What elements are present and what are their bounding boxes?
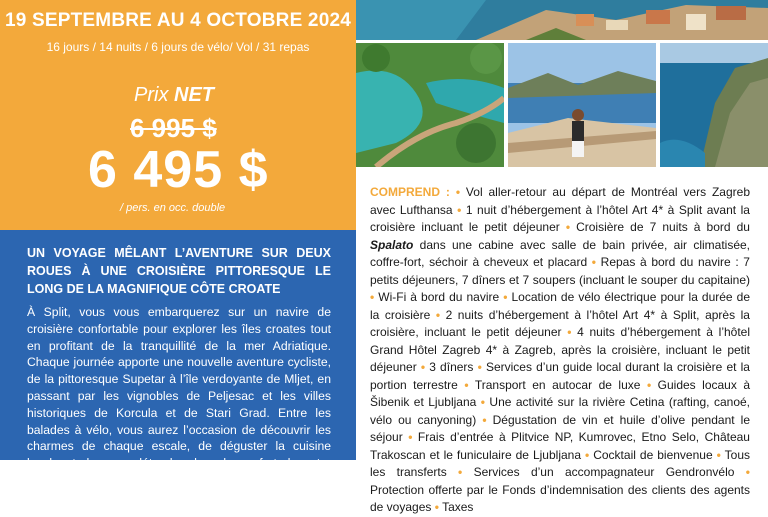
bullet: • [408, 430, 413, 444]
photo-coast-cliffs [660, 43, 768, 167]
included-item: Cocktail de bienvenue [593, 447, 713, 462]
bullet: • [585, 447, 590, 462]
included-item: 1 nuit d’hébergement à l’hôtel Art 4* à Split avant la croisière incluant le petit déjeuner [370, 202, 750, 234]
included-item: Croisière de 7 nuits à bord du [576, 220, 750, 234]
bullet: • [745, 465, 750, 479]
trip-duration: 16 jours / 14 nuits / 6 jours de vélo/ Vol / 31 repas [46, 40, 310, 54]
bullet: • [370, 290, 375, 304]
included-item: Transport en autocar de luxe [474, 377, 641, 392]
included-item: Repas à bord du navire : 7 petits déjeuners, 7 dîners et 7 soupers (incluant le souper du capitaine) [370, 255, 750, 287]
bullet: • [464, 377, 469, 392]
included-item: Services d’un accompagnateur Gendronvélo [473, 465, 735, 479]
price-label-net: NET [174, 84, 215, 106]
old-price: 6 995 $ [130, 113, 217, 143]
bullet: • [458, 465, 463, 479]
new-price: 6 495 $ [88, 141, 269, 199]
included-item: Dégustation de vin et huile d’olive pendant le séjour [370, 412, 751, 444]
photo-coastal-town [356, 0, 768, 40]
bullet: • [565, 220, 571, 234]
bullet: • [457, 202, 462, 217]
bullet: • [435, 307, 441, 322]
description-panel [0, 230, 356, 504]
price-label-prefix: Prix [134, 84, 169, 106]
price-label [134, 84, 214, 107]
included-item: Location de vélo électrique pour la durée de la croisière [370, 290, 751, 322]
bullet: • [434, 500, 439, 514]
photo-walls-cyclist [508, 43, 656, 167]
ship-name: Spalato [370, 237, 414, 252]
included-item: Taxes [442, 500, 474, 514]
included-list [370, 184, 750, 517]
included-item: Une activité sur la rivière Cetina (rafting, canoé, vélo ou canyoning) [370, 395, 750, 427]
included-item: Frais d’entrée à Plitvice NP, Kumrovec, Etno Selo, Château Trakoscan et le funiculaire de Ljubljana [370, 430, 750, 462]
bullet: • [482, 412, 487, 427]
bullet: • [503, 290, 508, 304]
bullet: • [567, 325, 572, 339]
bullet: • [646, 377, 652, 392]
trip-dates: 19 SEPTEMBRE AU 4 OCTOBRE 2024 [5, 10, 351, 31]
included-item: 2 nuits d’hébergement à l’hôtel Art 4* à Split, après la croisière, incluant le petit déjeuner [370, 307, 750, 339]
bullet: • [455, 185, 461, 199]
price-panel [0, 0, 356, 230]
included-label: COMPREND : [370, 185, 450, 199]
description-body: À Split, vous vous embarquerez sur un navire de croisière confortable pour explorer les îles croates tout en profitant de la tranquillité de la mer Adriatique. Chaque journée apporte une nouvelle aventure cycliste, de la pittoresque Supetar à l’île verdoyante de Mljet, en passant par les vignobles de Peljesac et les villes historiques de Korcula et de Stari Grad. Entre les balades à vélo, vous aurez l’occasion de découvrir les charmes de chaque escale, de déguster la cuisine locale et de vous détendre dans le confort de votre navire. Ce voyage est une fusion parfaite de paysages époustouflants [27, 305, 331, 504]
included-item: Tous les transferts [370, 447, 750, 479]
bullet: • [591, 255, 596, 269]
bullet: • [477, 360, 482, 374]
included-item: Vol aller-retour au départ de Montréal vers Zagreb avec Lufthansa [370, 185, 750, 217]
bullet: • [716, 447, 721, 462]
included-item: 3 dîners [429, 360, 474, 374]
left-column [0, 0, 356, 504]
bullet: • [480, 395, 485, 409]
included-item: Services d’un guide local durant la croisière et la portion terrestre [370, 360, 750, 392]
price-note: / pers. en occ. double [120, 202, 226, 214]
included-item: 4 nuits d’hébergement à l’hôtel Grand Hôtel Zagreb 4* à Zagreb, après la croisière, incluant le petit déjeuner [370, 325, 751, 374]
included-item: dans une cabine avec salle de bain privée, air climatisée, coffre-fort, séchoir à cheveux et placard [370, 237, 750, 269]
description-title: UN VOYAGE MÊLANT L’AVENTURE SUR DEUX ROUES À UNE CROISIÈRE PITTORESQUE LE LONG DE LA MAGNIFIQUE CÔTE CROATE [27, 246, 331, 296]
bullet: • [420, 360, 426, 374]
photo-plitvice-boardwalk [356, 43, 504, 167]
included-item: Protection offerte par le Fonds d’indemnisation des clients des agents de voyages [370, 482, 750, 514]
included-item: Guides locaux à Šibenik et Ljubljana [370, 377, 750, 409]
included-item: Wi-Fi à bord du navire [378, 290, 500, 304]
